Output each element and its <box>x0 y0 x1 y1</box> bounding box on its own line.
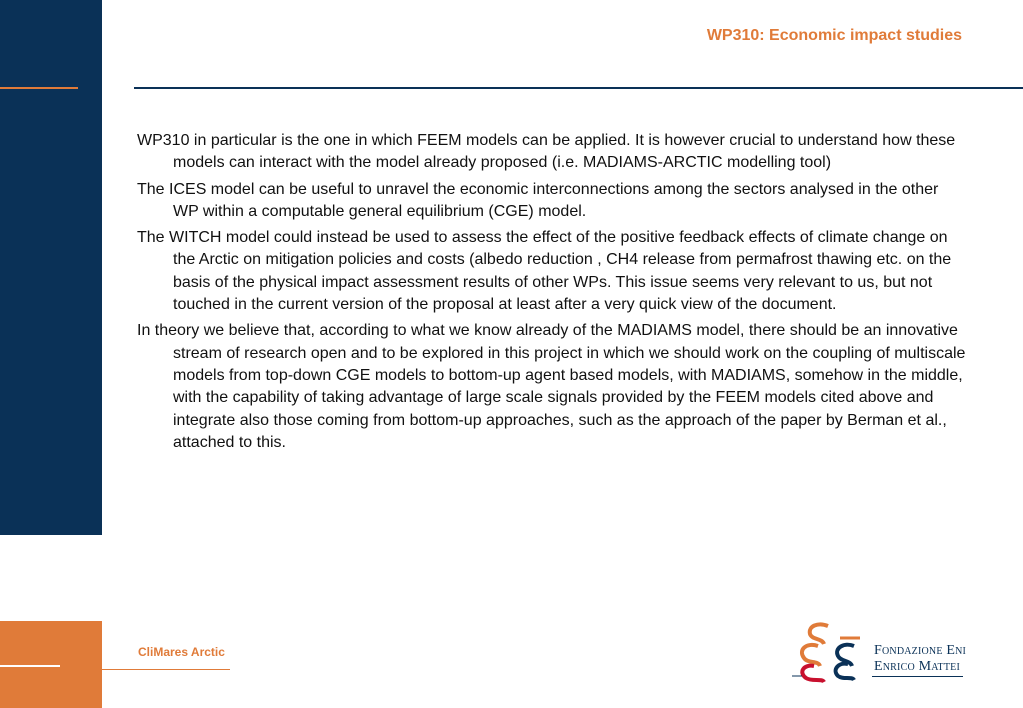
logo-text-line2: Enrico Mattei <box>874 659 960 674</box>
paragraph-ices: The ICES model can be useful to unravel the economic interconnections among the sectors analysed in the other WP within a computable general equilibrium (CGE) model. <box>137 180 939 220</box>
sidebar-accent-line <box>0 87 78 89</box>
sidebar-bottom-line <box>0 665 60 667</box>
sidebar-top-panel <box>0 0 102 535</box>
feem-logo <box>788 618 968 688</box>
slide-body <box>137 130 967 458</box>
footer-label: CliMares Arctic <box>138 645 225 659</box>
paragraph-wp310: WP310 in particular is the one in which FEEM models can be applied. It is however crucial to understand how these models can interact with the model already proposed (i.e. MADIAMS-ARCTIC modelling tool) <box>137 132 956 172</box>
header-rule <box>134 87 1023 89</box>
logo-underline <box>872 676 963 677</box>
footer-rule <box>102 669 230 670</box>
slide-title: WP310: Economic impact studies <box>706 27 962 44</box>
paragraph-madiams: In theory we believe that, according to what we know already of the MADIAMS model, there should be an innovative stream of research open and to be explored in this project in which we should work on the coupling of multiscale models from top-down CGE models to bottom-up agent based models, with MADIAMS, somehow in the middle, with the capability of taking advantage of large scale signals provided by the FEEM models cited above and integrate also those coming from bottom-up approaches, such as the approach of the paper by Berman et al., attached to this. <box>137 322 966 451</box>
feem-logo-icon <box>788 618 878 688</box>
logo-text-line1: Fondazione Eni <box>874 643 967 658</box>
paragraph-witch: The WITCH model could instead be used to assess the effect of the positive feedback effects of climate change on the Arctic on mitigation policies and costs (albedo reduction , CH4 release from permafrost thawing etc. on the basis of the physical impact assessment results of other WPs. This issue seems very relevant to us, but not touched in the current version of the proposal at least after a very quick view of the document. <box>137 229 952 314</box>
